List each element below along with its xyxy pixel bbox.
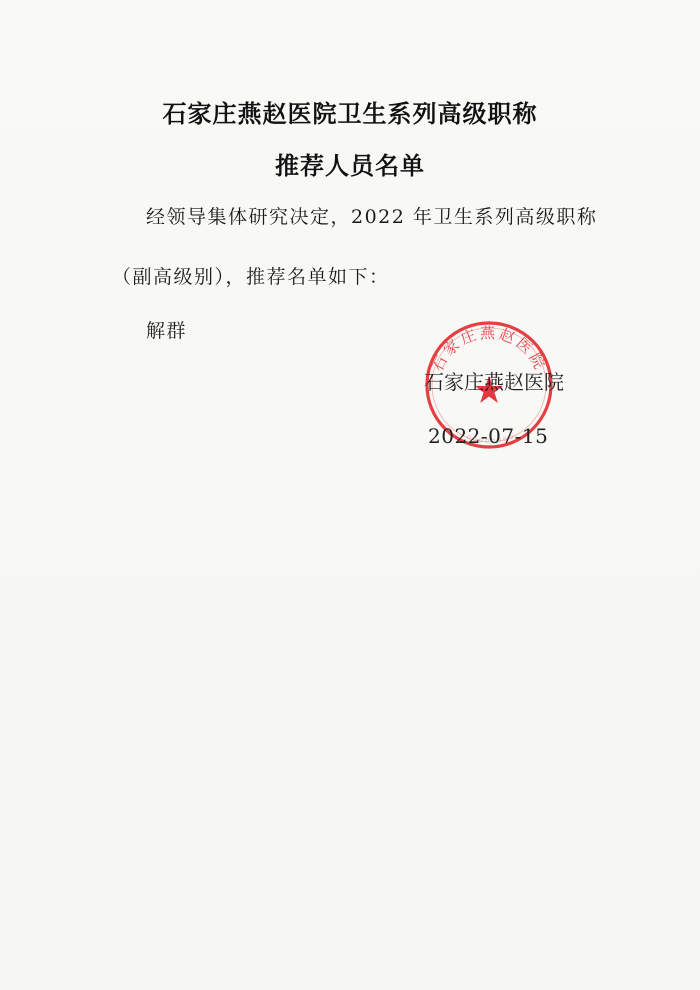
svg-text:石家庄燕赵医院: 石家庄燕赵医院 xyxy=(428,324,550,375)
page-title: 石家庄燕赵医院卫生系列高级职称 xyxy=(162,100,538,128)
page-subtitle: 推荐人员名单 xyxy=(275,152,425,180)
signature-date: 2022-07-15 xyxy=(428,424,549,448)
status-text: 解群 xyxy=(146,320,188,342)
paragraph-line-2: （副高级别），推荐名单如下： xyxy=(112,266,390,288)
signature-organization: 石家庄燕赵医院 xyxy=(424,370,564,394)
paragraph-line-1: 经领导集体研究决定，2022 年卫生系列高级职称 xyxy=(146,206,598,228)
